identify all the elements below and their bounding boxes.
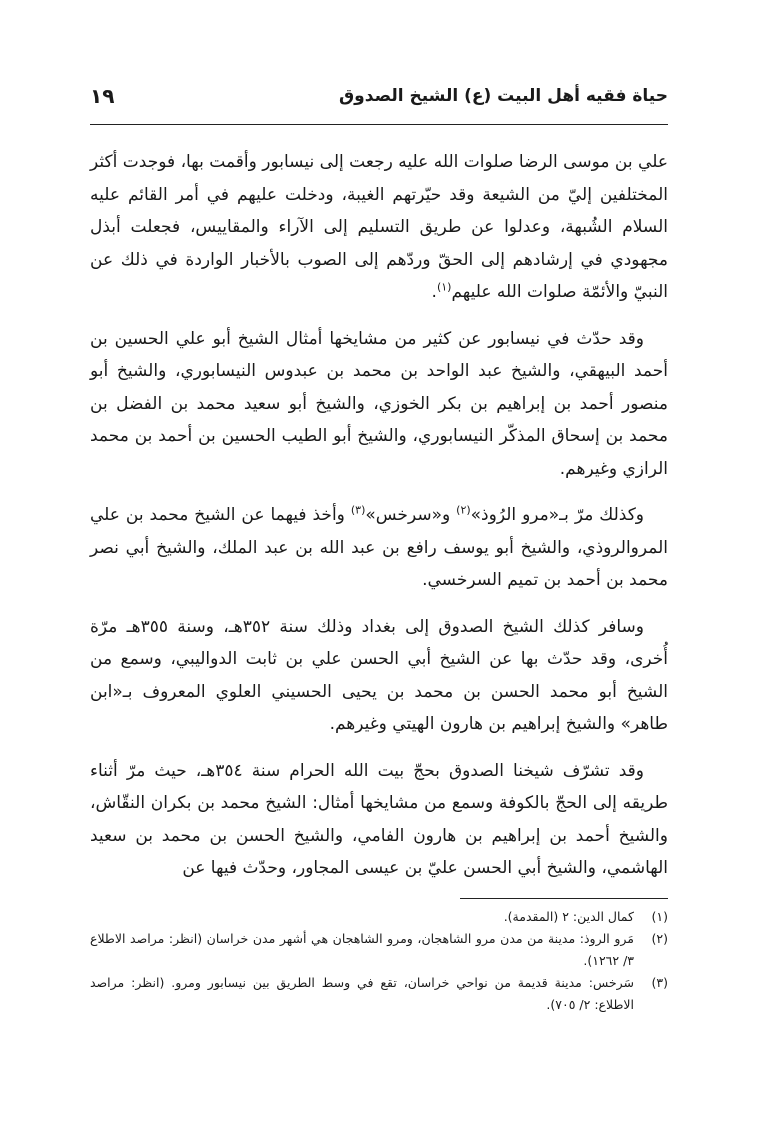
footnote-2-text: مَرو الروذ: مدينة من مدن مرو الشاهجان، ومرو الشاهجان هي أشهر مدن خراسان (انظر: مراصد الاطلاع ٣/ ١٢٦٢). — [90, 931, 634, 968]
footnote-2-number: (٢) — [651, 931, 668, 946]
paragraph-1-end: . — [431, 282, 437, 302]
footnote-ref-1: (١) — [436, 280, 452, 294]
footnote-1-text: كمال الدين: ٢ (المقدمة). — [503, 909, 634, 924]
paragraph-1-text: علي بن موسى الرضا صلوات الله عليه رجعت إلى نيسابور وأقمت بها، فوجدت أكثر المختلفين إليّ من الشيعة وقد حيّرتهم الغيبة، ودخلت عليهم في أمر القائم عليه السلام الشُبهة، وعدلوا عن طريق التسليم إلى الآراء والمقاييس، فجعلت أبذل مجهودي في إرشادهم إلى الحقّ وردّهم إلى الصوب بالأخبار الواردة في ذلك عن النبيّ والأئمّة صلوات الله عليهم — [90, 152, 668, 302]
paragraph-3-part-2: و«سرخس» — [365, 505, 457, 525]
footnote-1 — [90, 906, 668, 928]
paragraph-2: وقد حدّث في نيسابور عن كثير من مشايخها أمثال الشيخ أبو علي الحسين بن أحمد البيهقي، والشيخ عبد الواحد بن محمد بن عبدوس النيسابوري، والشيخ أبو منصور أحمد بن إبراهيم بن بكر الخوزي، والشيخ أبو سعيد محمد بن الفضل بن محمد بن إسحاق المذكّر النيسابوري، والشيخ أبو الطيب الحسين بن أحمد بن محمد الرازي وغيرهم. — [90, 328, 668, 479]
footnote-3 — [90, 972, 668, 1016]
page-number: ١٩ — [90, 84, 115, 108]
header-rule — [90, 124, 668, 125]
paragraph-4: وسافر كذلك الشيخ الصدوق إلى بغداد وذلك سنة ٣٥٢هـ، وسنة ٣٥٥هـ مرّة أُخرى، وقد حدّث بها عن الشيخ أبي الحسن علي بن ثابت الدواليبي، وسمع من الشيخ أبو محمد الحسن بن محمد بن يحيى الحسيني العلوي المعروف بـ«ابن طاهر» والشيخ إبراهيم بن هارون الهيتي وغيرهم. — [90, 616, 668, 734]
footnote-rule — [460, 898, 668, 899]
header-title: حياة فقيه أهل البيت (ع) الشيخ الصدوق — [338, 86, 668, 106]
running-header — [90, 82, 668, 122]
paragraph-3 — [90, 499, 668, 597]
footnotes — [90, 906, 668, 1016]
footnote-3-number: (٣) — [651, 975, 668, 990]
footnote-1-number: (١) — [651, 909, 668, 924]
paragraph-3-part-3: وأخذ فيهما عن الشيخ محمد بن علي المروالروذي، والشيخ أبو يوسف رافع بن عبد الله بن عبد الملك، والشيخ أبي نصر محمد بن أحمد بن تميم السرخسي. — [90, 505, 668, 590]
footnote-2 — [90, 928, 668, 972]
footnote-ref-3: (٣) — [350, 503, 366, 517]
paragraph-5: وقد تشرّف شيخنا الصدوق بحجّ بيت الله الحرام سنة ٣٥٤هـ، حيث مرّ أثناء طريقه إلى الحجّ بالكوفة وسمع من مشايخها أمثال: الشيخ محمد بن بكران النقّاش، والشيخ أحمد بن إبراهيم بن هارون الفامي، والشيخ الحسن بن محمد بن سعيد الهاشمي، والشيخ أبي الحسن عليّ بن عيسى المجاور، وحدّث فيها عن — [90, 760, 668, 878]
body-text — [90, 146, 668, 899]
paragraph-3-part-1: وكذلك مرّ بـ«مرو الرُوذ» — [470, 505, 645, 525]
footnote-ref-2: (٢) — [456, 503, 471, 517]
paragraph-1 — [90, 146, 668, 309]
footnote-3-text: سَرخس: مدينة قديمة من نواحي خراسان، تقع في وسط الطريق بين نيسابور ومرو. (انظر: مراصد الاطلاع: ٢/ ٧٠٥). — [90, 975, 634, 1012]
